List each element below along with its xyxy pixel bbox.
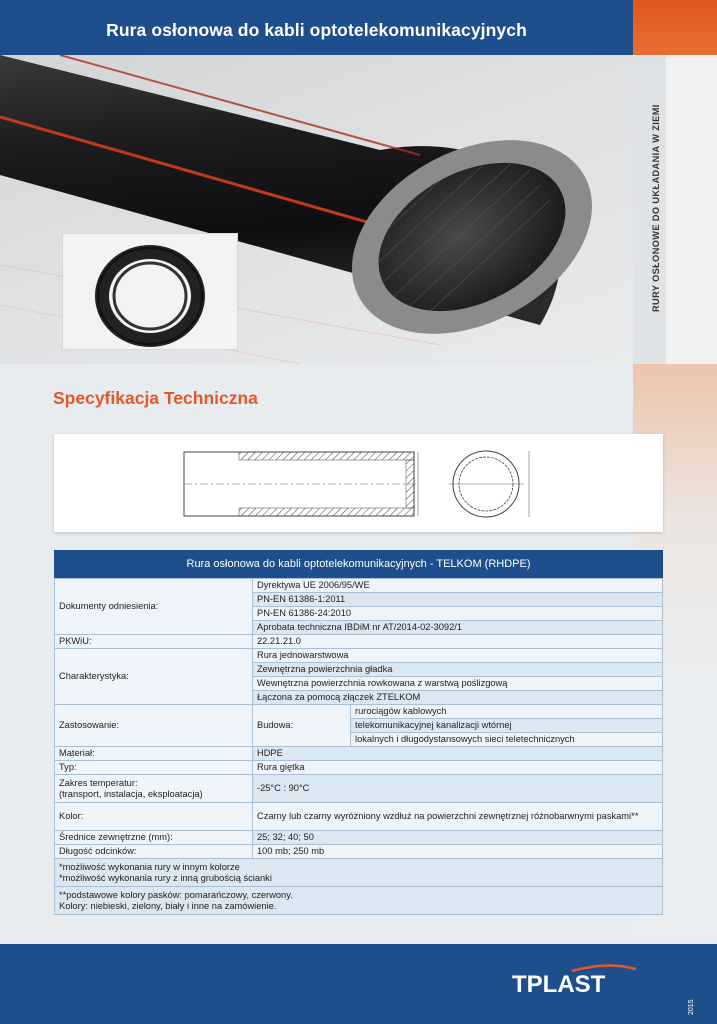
spec-table [54, 550, 663, 915]
tplast-logo [512, 963, 637, 999]
table-cell: HDPE [253, 747, 663, 761]
table-cell: Rura giętka [253, 761, 663, 775]
row-label-diameters: Średnice zewnętrzne (mm): [55, 831, 253, 845]
row-label-pkwiu: PKWiU: [55, 635, 253, 649]
row-label-color: Kolor: [55, 803, 253, 831]
table-cell: 100 mb; 250 mb [253, 845, 663, 859]
row-label-documents: Dokumenty odniesienia: [55, 579, 253, 635]
logo-text: TPLAST [512, 971, 606, 998]
table-cell: 22.21.21.0 [253, 635, 663, 649]
row-label-material: Materiał: [55, 747, 253, 761]
table-cell: 25; 32; 40; 50 [253, 831, 663, 845]
pipe-coil-illustration [63, 234, 237, 349]
table-title: Rura osłonowa do kabli optotelekomunikacyjnych - TELKOM (RHDPE) [54, 550, 663, 578]
row-label-characteristics: Charakterystyka: [55, 649, 253, 705]
table-note [55, 887, 663, 915]
table-cell: PN-EN 61386-1:2011 [253, 593, 663, 607]
table-cell: -25°C : 90°C [253, 775, 663, 803]
section-title: Specyfikacja Techniczna [53, 388, 258, 408]
page-title: Rura osłonowa do kabli optotelekomunikacyjnych [106, 20, 527, 40]
row-sublabel-construction: Budowa: [253, 705, 351, 747]
table-cell: Zewnętrzna powierzchnia gładka [253, 663, 663, 677]
technical-drawing [54, 434, 663, 532]
note-line: *możliwość wykonania rury w innym kolorze [59, 861, 240, 872]
temperature-label-line1: Zakres temperatur: [59, 777, 138, 788]
category-label: RURY OSŁONOWE DO UKŁADANIA W ZIEMI [651, 104, 661, 312]
row-label-application: Zastosowanie: [55, 705, 253, 747]
pipe-cross-section-drawing [54, 434, 663, 532]
note-line: **podstawowe kolory pasków: pomarańczowy, czerwony. [59, 889, 293, 900]
year-label: 2015 [688, 999, 695, 1015]
coil-inset-photo [62, 233, 238, 350]
table-cell: Aprobata techniczna IBDiM nr AT/2014-02-3092/1 [253, 621, 663, 635]
table-cell: PN-EN 61386-24:2010 [253, 607, 663, 621]
table-cell: Rura jednowarstwowa [253, 649, 663, 663]
table-cell: Łączona za pomocą złączek ZTELKOM [253, 691, 663, 705]
table-cell: Czarny lub czarny wyróżniony wzdłuż na powierzchni zewnętrznej różnobarwnymi paskami** [253, 803, 663, 831]
row-label-length: Długość odcinków: [55, 845, 253, 859]
table-cell: Wewnętrzna powierzchnia rowkowana z warstwą poślizgową [253, 677, 663, 691]
header-banner [0, 0, 633, 55]
row-label-type: Typ: [55, 761, 253, 775]
table-cell: lokalnych i długodystansowych sieci teletechnicznych [351, 733, 663, 747]
table-cell: Dyrektywa UE 2006/95/WE [253, 579, 663, 593]
side-strip [633, 55, 717, 364]
note-line: Kolory: niebieski, zielony, biały i inne na zamówienie. [59, 900, 277, 911]
row-label-temperature [55, 775, 253, 803]
table-note [55, 859, 663, 887]
table-cell: rurociągów kablowych [351, 705, 663, 719]
table-cell: telekomunikacyjnej kanalizacji wtórnej [351, 719, 663, 733]
note-line: *możliwość wykonania rury z inną grubością ścianki [59, 872, 272, 883]
temperature-label-line2: (transport, instalacja, eksploatacja) [59, 788, 203, 799]
